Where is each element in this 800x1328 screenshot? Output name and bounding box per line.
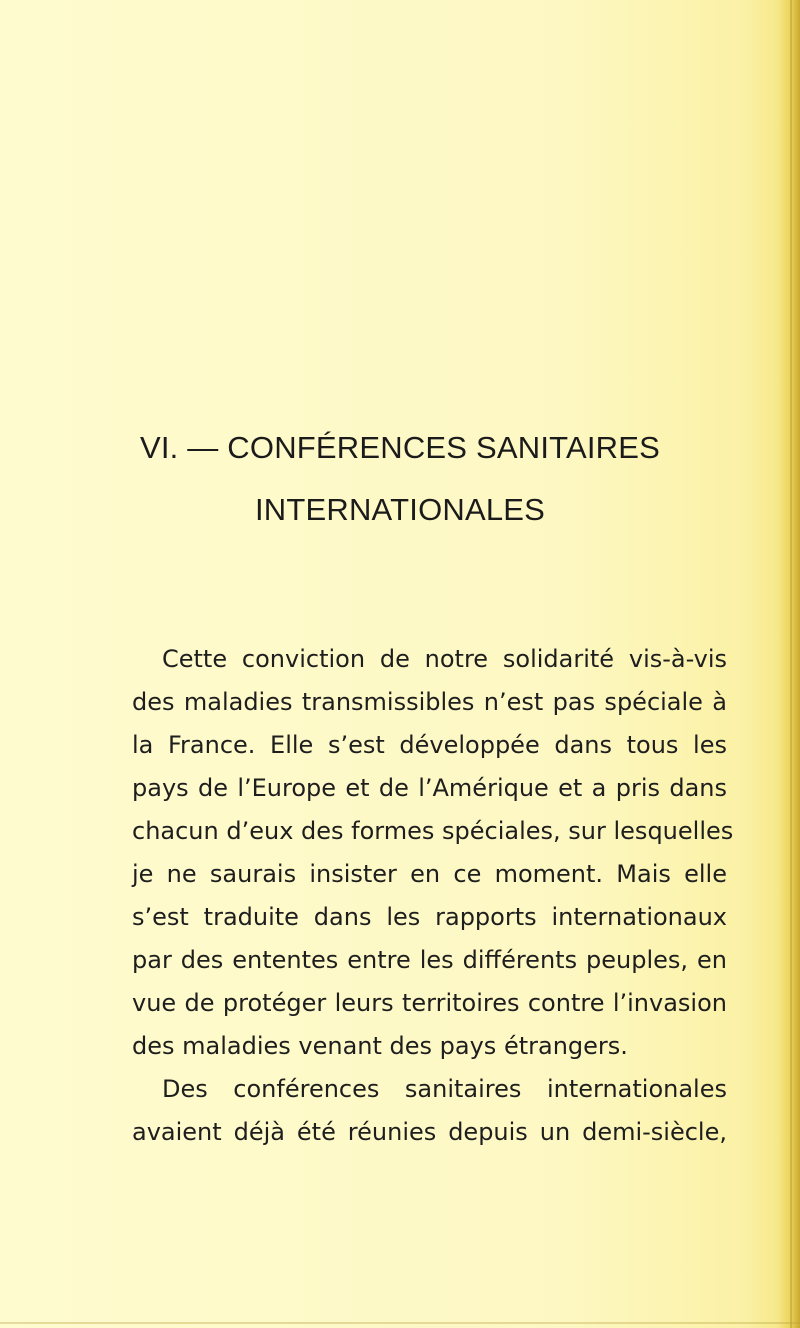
paragraph-1-line-5: chacun d’eux des formes spéciales, sur lesquelles <box>132 817 734 845</box>
paragraph-1-line-8: par des ententes entre les différents peuples, en <box>132 946 727 974</box>
paragraph-1-line-9: vue de protéger leurs territoires contre l’invasion <box>132 989 727 1017</box>
page-bottom-edge <box>0 1322 800 1324</box>
paragraph-1-line-2: des maladies transmissibles n’est pas spéciale à <box>132 688 727 716</box>
page-edge-shadow <box>778 0 800 1328</box>
chapter-title-line-1: VI. — CONFÉRENCES SANITAIRES <box>139 430 661 465</box>
paragraph-2-line-1: Des conférences sanitaires internationales <box>162 1075 727 1103</box>
page-edge-line <box>790 0 792 1328</box>
paragraph-1-line-3: la France. Elle s’est développée dans tous les <box>132 731 727 759</box>
paragraph-1-line-7: s’est traduite dans les rapports internationaux <box>132 903 727 931</box>
paragraph-1-line-6: je ne saurais insister en ce moment. Mais elle <box>132 860 727 888</box>
paragraph-2-line-2: avaient déjà été réunies depuis un demi-siècle, <box>132 1118 727 1146</box>
chapter-title-line-2: INTERNATIONALES <box>254 492 546 527</box>
paragraph-1-line-1: Cette conviction de notre solidarité vis-à-vis <box>162 645 727 673</box>
paragraph-1-line-10: des maladies venant des pays étrangers. <box>132 1032 628 1060</box>
paragraph-1-line-4: pays de l’Europe et de l’Amérique et a pris dans <box>132 774 727 802</box>
